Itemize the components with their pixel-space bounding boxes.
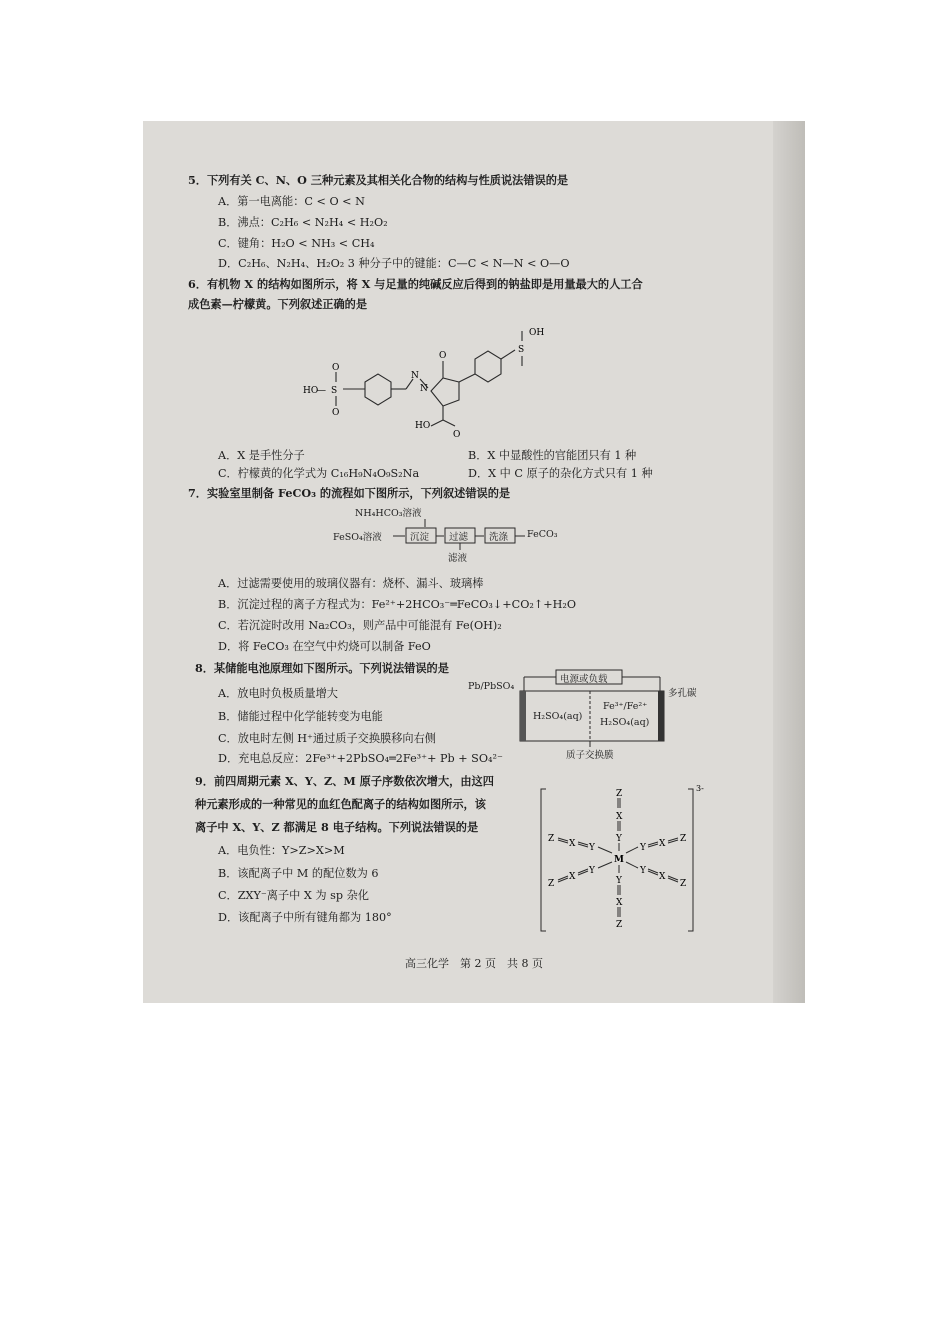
complex-z-lr: Z [680,879,687,889]
q8-stem: 8．某储能电池原理如下图所示。下列说法错误的是 [195,661,449,675]
q6-option-a: A．X 是手性分子 [218,449,305,462]
q7-flowchart [333,505,573,565]
page-footer: 高三化学 第 2 页 共 8 页 [405,957,543,970]
q5-option-a: A．第一电离能：C < O < N [218,195,365,208]
complex-z-top: Z [616,789,623,799]
flow-step-precipitate: 沉淀 [410,532,430,543]
cell-right-solution-1: Fe³⁺/Fe²⁺ [603,701,648,712]
complex-x-ll: X [569,872,576,882]
q7-stem: 7．实验室里制备 FeCO₃ 的流程如下图所示，下列叙述错误的是 [188,486,511,500]
cell-left-solution: H₂SO₄(aq) [533,711,583,722]
q7-option-d: D．将 FeCO₃ 在空气中灼烧可以制备 FeO [218,640,431,653]
struct-oh-left: HO [303,386,319,396]
complex-y-bottom: Y [616,876,622,886]
flow-reagent: NH₄HCO₃溶液 [355,508,422,519]
complex-z-ul: Z [548,834,555,844]
struct-n1: N [411,371,419,381]
struct-s-left: S [331,386,338,396]
q7-option-a: A．过滤需要使用的玻璃仪器有：烧杯、漏斗、玻璃棒 [218,577,484,590]
complex-y-top: Y [616,834,622,844]
struct-oh-right: OH [529,328,545,338]
struct-ho-acid: HO [415,421,431,431]
flow-step-filter: 过滤 [449,532,469,543]
exam-page-photo [143,121,805,1003]
cell-right-electrode: 多孔碳 [668,688,697,699]
q6-stem-line2: 成色素—柠檬黄。下列叙述正确的是 [188,297,368,311]
flow-product: FeCO₃ [527,529,558,540]
complex-x-ul: X [569,839,576,849]
q9-stem-line3: 离子中 X、Y、Z 都满足 8 电子结构。下列说法错误的是 [195,820,479,834]
flow-step-wash: 洗涤 [489,532,509,543]
struct-o-ring: O [439,351,447,361]
q8-option-a: A．放电时负极质量增大 [218,687,338,700]
cell-right-solution-2: H₂SO₄(aq) [600,717,650,728]
q8-option-c: C．放电时左侧 H⁺通过质子交换膜移向右侧 [218,732,436,745]
struct-o-bottom: O [332,408,340,418]
q6-stem-line1: 6．有机物 X 的结构如图所示，将 X 与足量的纯碱反应后得到的钠盐即是用量最大的人工合 [188,277,643,291]
q6-option-c: C．柠檬黄的化学式为 C₁₆H₉N₄O₉S₂Na [218,467,420,480]
complex-x-bottom: X [616,898,623,908]
q5-stem: 5．下列有关 C、N、O 三种元素及其相关化合物的结构与性质说法错误的是 [188,173,569,187]
complex-x-top: X [616,812,623,822]
q9-option-b: B．该配离子中 M 的配位数为 6 [218,867,379,880]
q9-stem-line1: 9．前四周期元素 X、Y、Z、M 原子序数依次增大，由这四 [195,774,494,788]
complex-y-ur: Y [640,843,646,853]
struct-n2: N [420,384,428,394]
q8-option-d: D．充电总反应：2Fe³⁺+2PbSO₄═2Fe³⁺+ Pb + SO₄²⁻ [218,752,503,765]
complex-y-ul: Y [589,843,595,853]
q8-option-b: B．储能过程中化学能转变为电能 [218,710,383,723]
complex-z-ll: Z [548,879,555,889]
q6-option-b: B．X 中显酸性的官能团只有 1 种 [468,449,637,462]
q7-option-c: C．若沉淀时改用 Na₂CO₃，则产品中可能混有 Fe(OH)₂ [218,619,502,632]
cell-source-label: 电源或负载 [560,674,608,685]
complex-charge: 3- [696,784,704,793]
q9-option-d: D．该配离子中所有键角都为 180° [218,911,392,924]
q9-complex-ion-diagram [538,781,718,941]
q5-option-c: C．键角：H₂O < NH₃ < CH₄ [218,237,375,250]
q5-option-b: B．沸点：C₂H₆ < N₂H₄ < H₂O₂ [218,216,388,229]
struct-s-right: S [518,345,525,355]
q9-option-a: A．电负性：Y>Z>X>M [218,844,345,857]
q9-option-c: C．ZXY⁻离子中 X 为 sp 杂化 [218,889,369,902]
cell-membrane-label: 质子交换膜 [566,750,614,761]
complex-center-m: M [614,855,624,865]
struct-acid-o: O [453,430,461,440]
q9-stem-line2: 种元素形成的一种常见的血红色配离子的结构如图所示，该 [195,797,486,811]
complex-z-ur: Z [680,834,687,844]
complex-z-bottom: Z [616,920,623,930]
complex-y-lr: Y [640,866,646,876]
q6-option-d: D．X 中 C 原子的杂化方式只有 1 种 [468,467,653,480]
cell-left-electrode: Pb/PbSO₄ [468,681,515,692]
complex-x-ur: X [659,839,666,849]
q6-structure-diagram [303,316,603,441]
struct-bond-label: — [317,386,326,396]
q8-cell-diagram [468,669,718,761]
complex-x-lr: X [659,872,666,882]
q7-option-b: B．沉淀过程的离子方程式为：Fe²⁺+2HCO₃⁻═FeCO₃↓+CO₂↑+H₂O [218,598,577,611]
complex-y-ll: Y [589,866,595,876]
q5-option-d: D．C₂H₆、N₂H₄、H₂O₂ 3 种分子中的键能：C—C < N—N < O—O [218,257,570,270]
flow-filtrate: 滤液 [448,553,468,564]
struct-o-top: O [332,363,340,373]
flow-start: FeSO₄溶液 [333,532,382,543]
